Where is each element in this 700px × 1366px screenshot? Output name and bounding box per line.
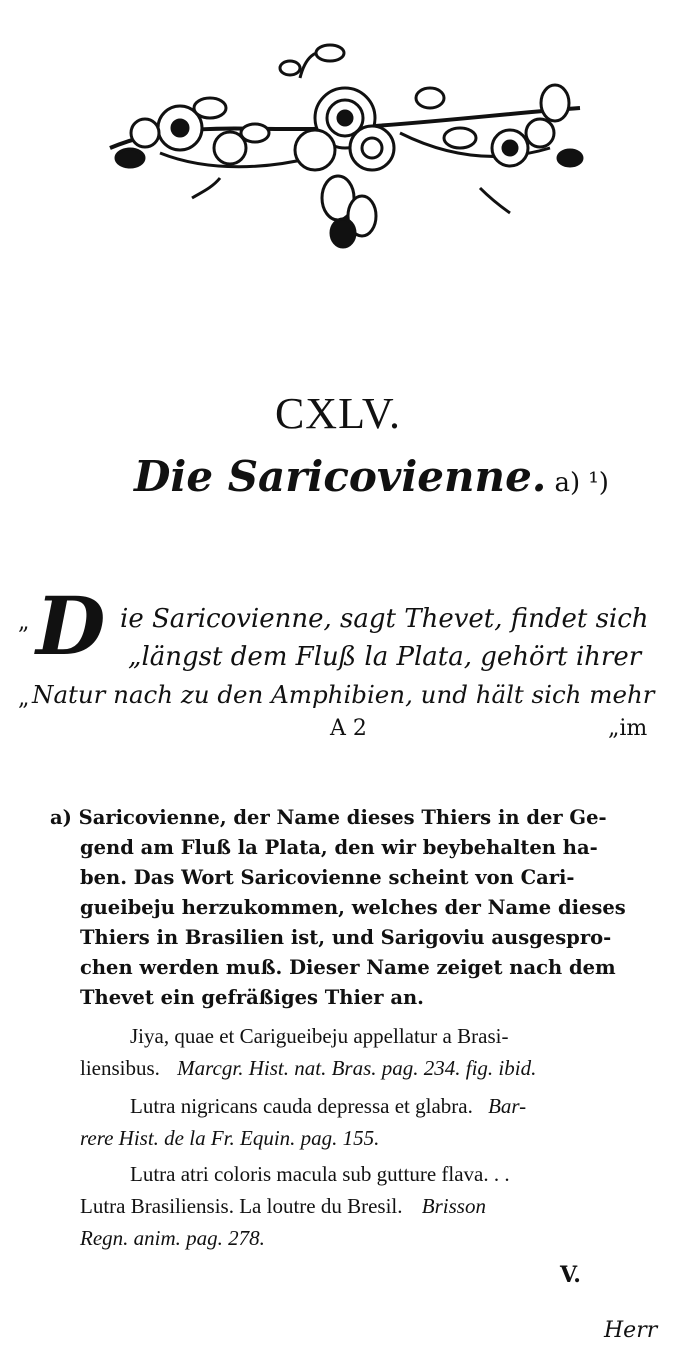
jiya-line-1: Jiya, quae et Carigueibeju appellatur a Brasi- — [130, 1024, 509, 1048]
footnote-line-2: gend am Fluß la Plata, den wir beybehalten ha- — [80, 836, 598, 859]
lutra2-line-2 — [80, 1194, 486, 1219]
lutra2-line-2-italic: Brisson — [421, 1194, 486, 1218]
lutra1-line-1-italic: Bar- — [488, 1094, 527, 1118]
line3-quote-mark: „ — [18, 686, 30, 711]
lutra1-line-1-roman: Lutra nigricans cauda depressa et glabra. — [130, 1094, 473, 1118]
main-text-line-3: Natur nach zu den Amphibien, und hält sich mehr — [32, 680, 655, 709]
footnote-line-7: Thevet ein gefräßiges Thier an. — [80, 986, 424, 1009]
lutra2-line-1: Lutra atri coloris macula sub gutture flava. . . — [130, 1162, 510, 1186]
main-text-line-2: „längst dem Fluß la Plata, gehört ihrer — [128, 642, 642, 672]
lutra2-citation: Regn. anim. pag. 278. — [80, 1226, 265, 1250]
lutra1-citation: rere Hist. de la Fr. Equin. pag. 155. — [80, 1126, 380, 1150]
footnote-line-3: ben. Das Wort Saricovienne scheint von Cari- — [80, 866, 575, 889]
floral-ornament — [100, 38, 590, 250]
jiya-citation: Marcgr. Hist. nat. Bras. pag. 234. fig. ibid. — [177, 1056, 537, 1080]
footnote-line-1: a) Saricovienne, der Name dieses Thiers in der Ge- — [50, 806, 607, 829]
footnote-line-4: gueibeju herzukommen, welches der Name dieses — [80, 896, 626, 919]
lutra2-line-3 — [80, 1226, 265, 1251]
chapter-number: CXLV. — [274, 389, 402, 438]
jiya-line-2-roman: liensibus. — [80, 1056, 160, 1080]
drop-cap-initial: D — [36, 579, 106, 673]
jiya-line-2 — [80, 1056, 536, 1081]
lutra1-line-2 — [80, 1126, 379, 1151]
footnote-line-5: Thiers in Brasilien ist, und Sarigoviu ausgespro- — [80, 926, 612, 949]
lutra1-line-1 — [130, 1094, 526, 1119]
lutra2-line-2-roman: Lutra Brasiliensis. La loutre du Bresil. — [80, 1194, 403, 1218]
footnote-v-marker: V. — [560, 1262, 581, 1288]
title-footnote-marks: a) ¹) — [554, 468, 609, 498]
chapter-title — [134, 452, 609, 501]
catchword: „im — [608, 716, 648, 741]
line1-quote-mark: „ — [18, 610, 30, 635]
custos-catchword: Herr — [604, 1318, 658, 1343]
main-text-line-1: ie Saricovienne, sagt Thevet, findet sich — [120, 604, 649, 634]
chapter-title-text: Die Saricovienne. — [134, 452, 547, 501]
signature-mark: A 2 — [330, 716, 367, 741]
footnote-line-6: chen werden muß. Dieser Name zeiget nach dem — [80, 956, 616, 979]
